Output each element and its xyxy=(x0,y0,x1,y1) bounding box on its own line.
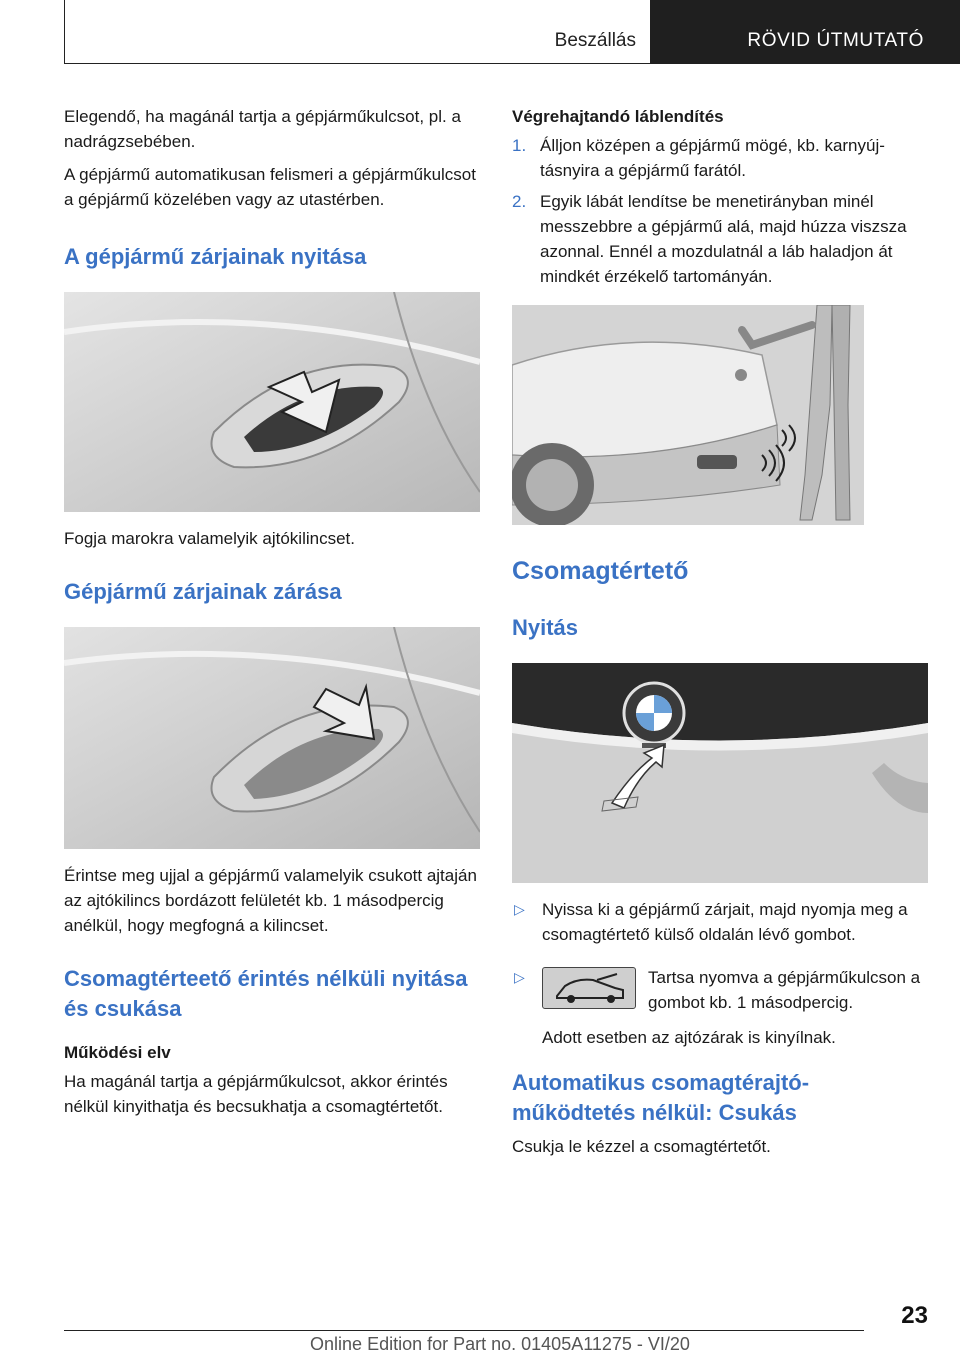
header-section-title: Beszállás xyxy=(554,30,636,51)
header-rule-left xyxy=(64,0,65,64)
footer-rule xyxy=(64,1330,864,1331)
kick-steps-list xyxy=(512,133,928,289)
header-chapter-tab xyxy=(650,0,960,64)
step-number: 1. xyxy=(512,136,527,155)
header-rule-bottom xyxy=(64,63,650,64)
footer-edition-text: Online Edition for Part no. 01405A11275 - VI/20 xyxy=(310,1334,690,1354)
kick-gesture-illustration xyxy=(512,305,864,525)
list-item xyxy=(512,133,928,183)
step-text: Álljon középen a gépjármű mögé, kb. karnyújtásnyira a gépjármű farától. xyxy=(540,136,885,180)
page-number: 23 xyxy=(901,1302,928,1329)
heading-auto-close: Automatikus csomagtérajtó-működtetés nélkül: Csukás xyxy=(512,1070,810,1125)
right-column xyxy=(512,104,928,1167)
heading-unlock: A gépjármű zárjainak nyitása xyxy=(64,244,367,269)
triangle-bullet-icon: ▷ xyxy=(514,969,525,985)
heading-principle: Működési elv xyxy=(64,1043,171,1062)
door-handle-touch-illustration xyxy=(64,627,480,849)
left-column xyxy=(64,104,480,1127)
header-chapter-label: RÖVID ÚTMUTATÓ xyxy=(747,30,924,51)
doors-unlock-note: Adott esetben az ajtózárak is kinyílnak. xyxy=(542,1028,836,1047)
footer-edition xyxy=(0,1334,960,1355)
trunk-button-illustration xyxy=(512,663,928,883)
close-paragraph: Csukja le kézzel a csomagtértetőt. xyxy=(512,1137,771,1156)
bullet-text: Nyissa ki a gépjármű zárjait, majd nyomja meg a csomagtértető külső oldalán lévő gombot. xyxy=(542,900,908,944)
heading-handsfree: Csomagtérteető érintés nélküli nyitása és csukása xyxy=(64,966,468,1021)
triangle-bullet-icon: ▷ xyxy=(514,901,525,917)
caption-lock: Érintse meg ujjal a gépjármű valamelyik csukott ajtaján az ajtókilincs bordázott felületét kb. 1 másodpercig anélkül, hogy megfogná a kilincset. xyxy=(64,866,477,935)
caption-unlock: Fogja marokra valamelyik ajtókilincset. xyxy=(64,529,355,548)
intro-paragraph-1: Elegendő, ha magánál tartja a gépjárműkulcsot, pl. a nadrágzsebében. xyxy=(64,107,461,151)
door-handle-grip-illustration xyxy=(64,292,480,512)
list-item xyxy=(512,897,928,947)
intro-paragraph-2: A gépjármű automatikusan felismeri a gépjárműkulcsot a gépjármű közelében vagy az utastérben. xyxy=(64,165,476,209)
list-item xyxy=(512,189,928,289)
step-text: Egyik lábát lendítse be menetirányban minél messzebbre a gépjármű alá, majd húzza viszsza azonnal. Ennél a mozdulatnál a láb haladjon át mindkét érzékelő tartományán. xyxy=(540,192,907,286)
heading-kick-motion: Végrehajtandó láblendítés xyxy=(512,107,724,126)
list-item xyxy=(512,965,928,1015)
heading-opening: Nyitás xyxy=(512,615,579,640)
opening-bullets xyxy=(512,897,928,1015)
heading-lock: Gépjármű zárjainak zárása xyxy=(64,579,342,604)
step-number: 2. xyxy=(512,192,527,211)
principle-paragraph: Ha magánál tartja a gépjárműkulcsot, akkor érintés nélkül kinyithatja és becsukhatja a csomagtértetőt. xyxy=(64,1072,448,1116)
bullet-text: Tartsa nyomva a gépjárműkulcson a gombot kb. 1 másodpercig. xyxy=(648,968,921,1012)
key-trunk-button-icon xyxy=(542,967,636,1009)
heading-trunk-lid: Csomagtértető xyxy=(512,557,689,585)
